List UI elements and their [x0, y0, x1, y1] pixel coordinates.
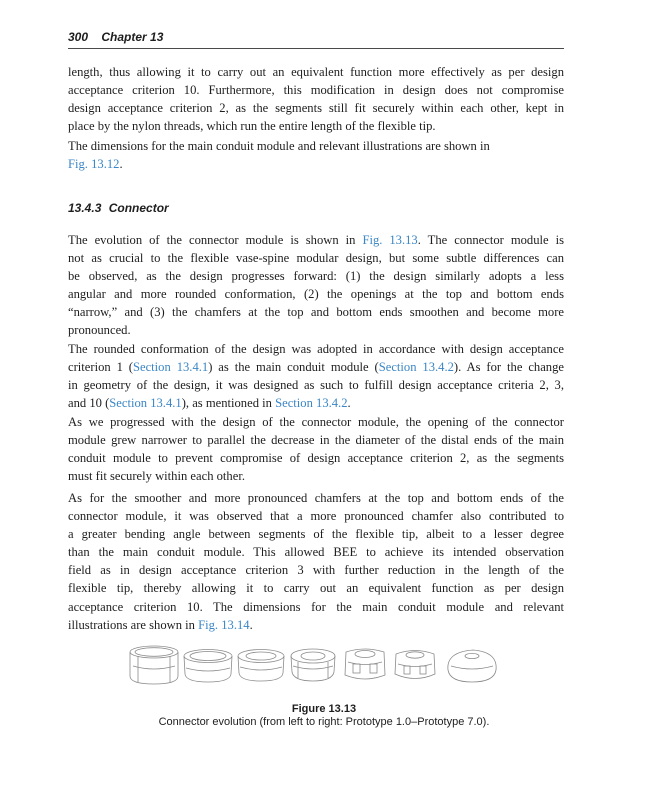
text-line: not as crucial to the flexible vase-spine modular design, but some subtle differences can [68, 251, 564, 266]
section-link[interactable]: Section 13.4.2 [275, 396, 348, 411]
text-line: than the main conduit module. This allowed BEE to achieve its intended observation [68, 545, 564, 560]
text-line [68, 155, 564, 173]
text-line: length, thus allowing it to carry out an equivalent function more effectively as per design [68, 65, 564, 79]
text-line: The rounded conformation of the design was adopted in accordance with design acceptance [68, 342, 564, 356]
paragraph-1 [68, 63, 564, 135]
figure-caption: Connector evolution (from left to right: Prototype 1.0–Prototype 7.0). [158, 716, 490, 728]
text-line: a greater bending angle between segments of the flexible tip, albeit to a lesser degree [68, 527, 564, 542]
text-line: design acceptance criterion 2, as the segments still fit securely within each other, kept in [68, 101, 564, 116]
page-number: 300 [68, 30, 89, 44]
text-line: must fit securely within each other. [68, 469, 245, 484]
prototype-4-drawing [291, 649, 335, 681]
running-head [68, 30, 564, 44]
text-line: As for the smoother and more pronounced chamfers at the top and bottom ends of the [68, 491, 564, 505]
paragraph-3 [68, 231, 564, 340]
text-fragment: ). As for the change [453, 360, 564, 375]
paragraph-4 [68, 340, 564, 412]
text-line: angular and more rounded conformation, (2) the openings at the top and bottom ends [68, 287, 564, 302]
text-line: in geometry of the design, it was designed as such to fulfill design acceptance criteria 2, 3, [68, 378, 564, 393]
text-line: “narrow,” and (3) the chamfers at the top and bottom ends smoothen and become more [68, 305, 564, 320]
paragraph-2 [68, 137, 564, 173]
text-line: acceptance criterion 10. Furthermore, this modification in design does not compromise [68, 83, 564, 98]
text-fragment: . The connector module is [417, 233, 564, 247]
connector-evolution-figure [128, 642, 500, 692]
prototype-7-drawing [448, 650, 496, 682]
text-fragment: . [119, 157, 123, 172]
text-line: As we progressed with the design of the connector module, the opening of the connector [68, 415, 564, 429]
text-fragment: . [249, 617, 253, 632]
prototype-6-drawing [395, 651, 435, 679]
section-link[interactable]: Section 13.4.2 [378, 360, 454, 375]
text-line: place by the nylon threads, which run the entire length of the flexible tip. [68, 119, 436, 134]
section-heading [68, 201, 169, 215]
section-link[interactable]: Section 13.4.1 [109, 396, 182, 411]
text-fragment: and 10 ( [68, 396, 110, 411]
figure-link[interactable]: Fig. 13.13 [362, 233, 418, 247]
figure-link[interactable]: Fig. 13.12 [68, 157, 120, 172]
header-rule [68, 48, 564, 49]
text-line: The dimensions for the main conduit module and relevant illustrations are shown in [68, 139, 490, 153]
text-line: be observed, as the design progresses forward: (1) the design similarly adopts a less [68, 269, 564, 284]
paragraph-5 [68, 413, 564, 485]
text-line: connector module, it was observed that a more pronounced chamfer also contributed to [68, 509, 564, 524]
text-fragment: ) as the main conduit module ( [208, 360, 379, 375]
figure-label: Figure 13.13 [291, 703, 357, 715]
text-line [68, 616, 564, 634]
figure-link[interactable]: Fig. 13.14 [198, 617, 250, 632]
text-line [68, 231, 564, 249]
text-line: conduit module to prevent compromise of design acceptance criterion 2, as the segments [68, 451, 564, 466]
text-fragment: ), as mentioned in [181, 396, 276, 411]
text-fragment: The evolution of the connector module is shown in [68, 233, 363, 247]
chapter-label: Chapter 13 [101, 30, 164, 44]
prototype-1-drawing [130, 646, 178, 684]
section-number: 13.4.3 [68, 201, 102, 215]
text-line: flexible tip, thereby allowing it to carry out an equivalent function as per design [68, 581, 564, 596]
prototype-5-drawing [345, 649, 385, 679]
text-line: field as in design acceptance criterion 3 with further reduction in the length of the [68, 563, 564, 578]
text-fragment: illustrations are shown in [68, 617, 199, 632]
text-line: module grew narrower to parallel the decrease in the diameter of the distal ends of the main [68, 433, 564, 448]
text-line [68, 358, 564, 376]
prototype-3-drawing [238, 650, 284, 682]
text-line: pronounced. [68, 323, 131, 338]
section-link[interactable]: Section 13.4.1 [133, 360, 209, 375]
text-fragment: criterion 1 ( [68, 360, 133, 375]
text-line [68, 394, 564, 412]
text-line: acceptance criterion 10. The dimensions for the main conduit module and relevant [68, 599, 564, 614]
prototype-2-drawing [184, 650, 232, 683]
section-title: Connector [108, 201, 169, 215]
paragraph-6 [68, 489, 564, 634]
text-fragment: . [347, 396, 351, 411]
